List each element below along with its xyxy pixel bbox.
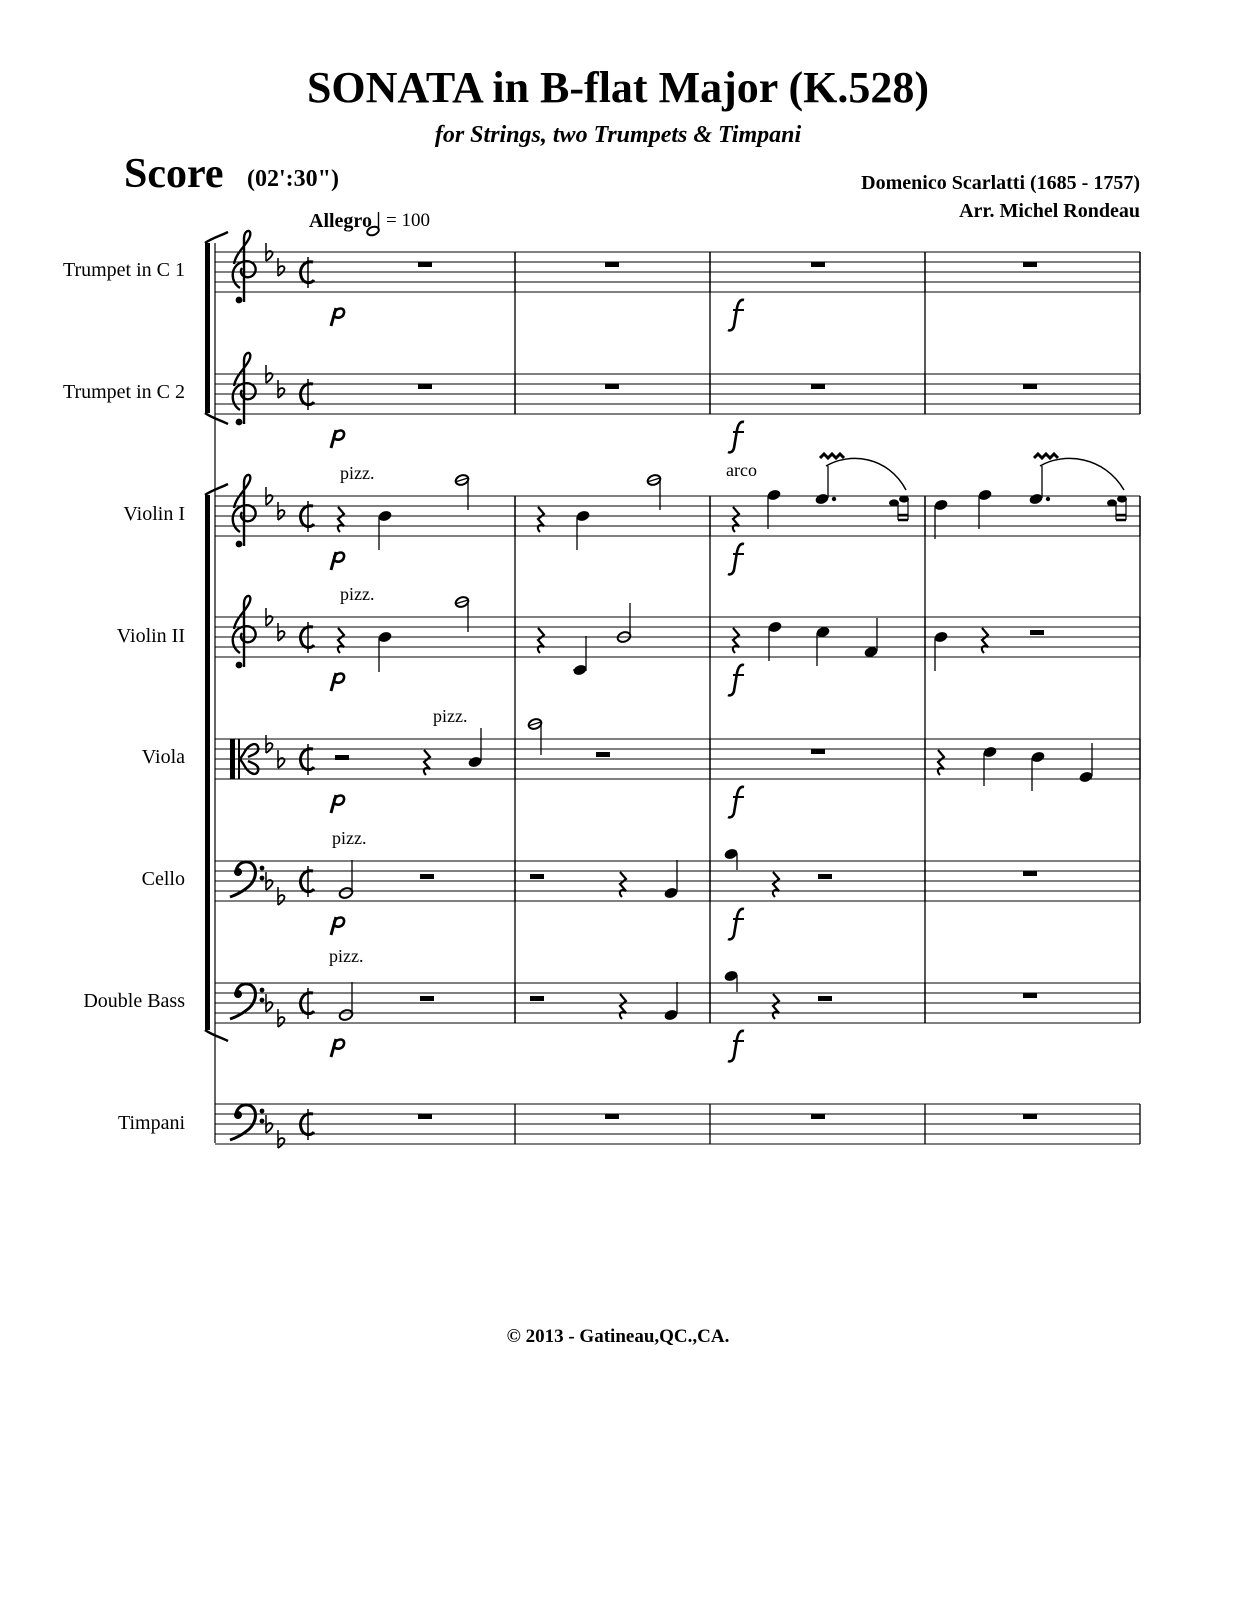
pizz-label-violin-1: pizz.: [340, 463, 375, 483]
instrument-name-trumpet-2: Trumpet in C 2: [62, 381, 185, 403]
staff-1: [215, 231, 1140, 303]
flat-icon: [278, 887, 285, 905]
dynamic-forte: [728, 787, 744, 818]
dynamic-forte: [728, 544, 744, 575]
dynamic-forte: [728, 422, 744, 453]
dynamic-forte: [728, 300, 744, 331]
brass-bracket: [205, 232, 228, 424]
flat-icon: [266, 365, 273, 383]
composer-credit: Domenico Scarlatti (1685 - 1757): [861, 172, 1140, 194]
whole-rest: [605, 1114, 619, 1119]
flat-icon: [266, 487, 273, 505]
instrument-name-violin-1: Violin I: [123, 503, 185, 525]
bass-clef-icon: [230, 1105, 264, 1140]
treble-clef-icon: [233, 475, 256, 547]
whole-rest: [811, 262, 825, 267]
tempo-marking: Allegro: [309, 210, 372, 232]
whole-rest: [1023, 993, 1037, 998]
viola-notes: [335, 717, 1094, 791]
whole-rest: [605, 384, 619, 389]
flat-icon: [266, 994, 273, 1012]
flat-icon: [278, 1130, 285, 1148]
strings-bracket: [205, 484, 228, 1041]
instrument-name-violin-2: Violin II: [116, 625, 185, 647]
flat-icon: [278, 258, 285, 276]
whole-rest: [605, 262, 619, 267]
flat-icon: [266, 608, 273, 626]
bass-clef-icon: [230, 984, 264, 1019]
dynamic-forte: [728, 665, 744, 696]
duration-label: (02':30"): [247, 166, 339, 192]
pizz-label-viola: pizz.: [433, 706, 468, 726]
flat-icon: [278, 623, 285, 641]
staff-5: [215, 735, 1140, 779]
flat-icon: [278, 380, 285, 398]
flat-icon: [278, 750, 285, 768]
double-bass-notes: [338, 969, 779, 1021]
pizz-label-double-bass: pizz.: [329, 946, 364, 966]
dynamic-piano: [331, 917, 344, 935]
dynamic-piano: [331, 1039, 344, 1057]
instrument-name-cello: Cello: [141, 868, 185, 890]
staff-4: [215, 596, 1140, 668]
flat-icon: [266, 243, 273, 261]
rests: [418, 262, 1037, 1119]
whole-rest: [811, 749, 825, 754]
dynamic-piano: [331, 430, 344, 448]
dynamic-forte: [728, 1031, 744, 1062]
treble-clef-icon: [233, 231, 256, 303]
flat-icon: [266, 735, 273, 753]
dynamic-piano: [331, 795, 344, 813]
dynamic-piano: [331, 552, 344, 570]
flat-icon: [278, 1009, 285, 1027]
staff-8: [215, 1104, 1140, 1148]
flat-icon: [266, 1115, 273, 1133]
staff-2: [215, 353, 1140, 425]
arco-label-violin-1: arco: [726, 460, 757, 480]
whole-rest: [418, 262, 432, 267]
score-label: Score: [124, 151, 224, 197]
score-subtitle: for Strings, two Trumpets & Timpani: [434, 122, 802, 148]
treble-clef-icon: [233, 353, 256, 425]
whole-rest: [1023, 262, 1037, 267]
instrument-name-trumpet-1: Trumpet in C 1: [62, 259, 185, 281]
violin-2-notes: [338, 595, 988, 676]
whole-rest: [811, 384, 825, 389]
pizz-label-cello: pizz.: [332, 828, 367, 848]
treble-clef-icon: [233, 596, 256, 668]
flat-icon: [278, 502, 285, 520]
instrument-name-double-bass: Double Bass: [83, 990, 185, 1012]
arranger-credit: Arr. Michel Rondeau: [959, 200, 1140, 222]
whole-rest: [418, 384, 432, 389]
whole-rest: [1023, 1114, 1037, 1119]
tempo-value: = 100: [386, 210, 430, 231]
cello-notes: [338, 847, 779, 899]
dynamic-forte: [728, 909, 744, 940]
whole-rest: [1023, 871, 1037, 876]
bass-clef-icon: [230, 862, 264, 897]
pizz-label-violin-2: pizz.: [340, 584, 375, 604]
instrument-name-viola: Viola: [141, 746, 185, 768]
flat-icon: [266, 872, 273, 890]
whole-rest: [1023, 384, 1037, 389]
whole-rest: [811, 1114, 825, 1119]
score-title: SONATA in B-flat Major (K.528): [306, 63, 930, 112]
dynamic-piano: [331, 673, 344, 691]
copyright-notice: © 2013 - Gatineau,QC.,CA.: [506, 1326, 730, 1347]
instrument-name-timpani: Timpani: [117, 1112, 185, 1134]
dynamic-piano: [331, 308, 344, 326]
staff-3: [215, 475, 1140, 547]
whole-rest: [418, 1114, 432, 1119]
